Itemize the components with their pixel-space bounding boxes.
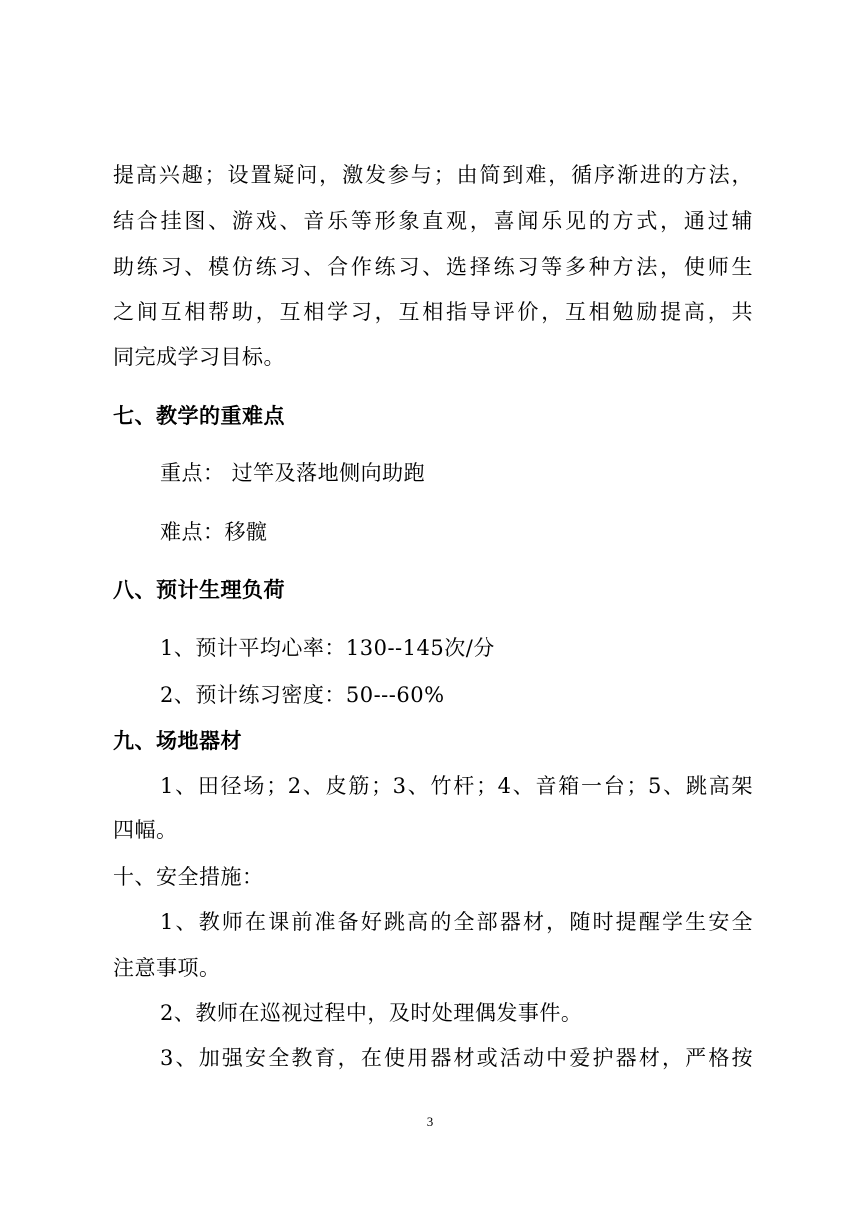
intro-line-5: 同完成学习目标。 [113,345,285,369]
intro-line-2: 结合挂图、游戏、音乐等形象直观，喜闻乐见的方式，通过辅 [113,209,753,233]
intro-line-3: 助练习、模仿练习、合作练习、选择练习等多种方法，使师生 [113,255,753,279]
intro-line-4: 之间互相帮助，互相学习，互相指导评价，互相勉励提高，共 [113,300,753,324]
heart-rate-item: 1、预计平均心率：130--145次/分 [160,636,495,660]
page-number: 3 [426,1114,434,1129]
section-8-heading: 八、预计生理负荷 [113,577,285,602]
density-item: 2、预计练习密度：50---60% [160,683,445,707]
section-7-heading: 七、教学的重难点 [113,403,285,428]
safety-item-2: 2、教师在巡视过程中，及时处理偶发事件。 [160,1001,583,1025]
key-point: 重点： 过竿及落地侧向助跑 [160,461,426,485]
intro-line-1: 提高兴趣；设置疑问，激发参与；由简到难，循序渐进的方法， [113,163,753,187]
safety-item-3: 3、加强安全教育，在使用器材或活动中爱护器材，严格按 [160,1046,753,1070]
section-10-heading: 十、安全措施： [113,865,264,889]
difficulty-point: 难点：移髋 [160,520,268,544]
equipment-line-1: 1、田径场；2、皮筋；3、竹杆；4、音箱一台；5、跳高架 [160,774,753,798]
safety-item-1-line-1: 1、教师在课前准备好跳高的全部器材，随时提醒学生安全 [160,910,753,934]
safety-item-1-line-2: 注意事项。 [113,956,221,980]
section-9-heading: 九、场地器材 [113,728,242,753]
equipment-line-2: 四幅。 [113,818,178,842]
